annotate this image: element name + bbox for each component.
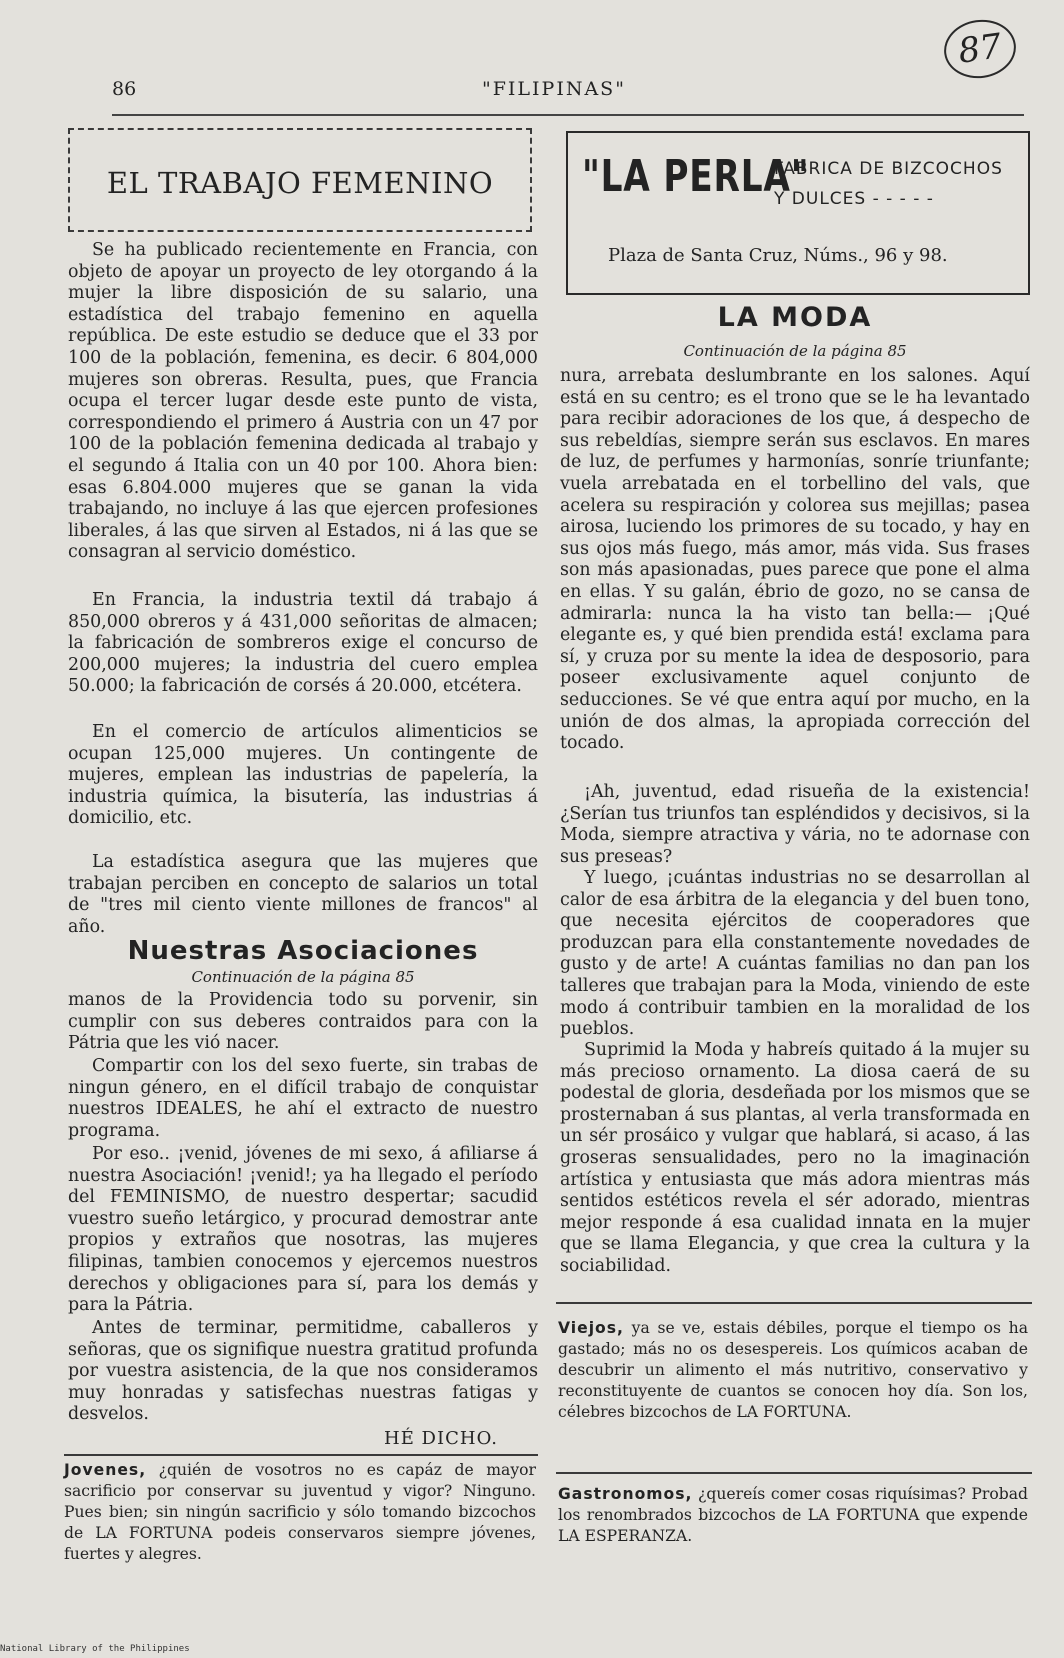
advert-viejos bbox=[558, 1318, 1028, 1423]
publication-title: "FILIPINAS" bbox=[482, 78, 626, 100]
source-footer: National Library of the Philippines bbox=[0, 1644, 190, 1654]
page-header bbox=[112, 78, 912, 110]
advert-text: ¿quién de vosotros no es capáz de mayor sacrificio por conservar su juventud y vigor? Ninguno. Pues bien; sin ningún sacrificio y sólo tomando bizcochos de LA FORTUNA podeis conservaros siempre jóvenes, fuertes y alegres. bbox=[64, 1461, 536, 1563]
brand-description: FABRICA DE BIZCOCHOS bbox=[774, 159, 1003, 179]
article-title-box bbox=[68, 128, 532, 232]
printed-page-number: 86 bbox=[112, 78, 137, 100]
advert-keyword: Jovenes, bbox=[64, 1461, 147, 1479]
advert-keyword: Gastronomos, bbox=[558, 1485, 693, 1503]
advert-text: ¿quereís comer cosas riquísimas? Probad los renombrados bizcochos de LA FORTUNA que expende LA ESPERANZA. bbox=[558, 1485, 1028, 1545]
brand-description-2: Y DULCES - - - - - bbox=[774, 189, 934, 209]
article-title: EL TRABAJO FEMENINO bbox=[106, 166, 494, 200]
brand-address: Plaza de Santa Cruz, Núms., 96 y 98. bbox=[608, 245, 948, 266]
signature: HÉ DICHO. bbox=[384, 1428, 498, 1449]
article-paragraph: En el comercio de artículos alimenticios se ocupan 125,000 mujeres. Un contingente de mujeres, emplean las industrias de papelería, la industria química, la bisutería, las industrias á domicilio, etc. bbox=[68, 722, 538, 829]
divider bbox=[64, 1454, 538, 1456]
divider bbox=[556, 1302, 1032, 1304]
advert-jovenes bbox=[64, 1460, 536, 1565]
article-paragraph: Y luego, ¡cuántas industrias no se desarrollan al calor de esa árbitra de la elegancia y del buen tono, que necesita ejércitos de cooperadores que produzcan para ella constantemente novedades de gusto y de arte! A cuántas familias no dan pan los talleres que trabajan para la Moda, viniendo de este modo á contribuir tambien en la moralidad de los pueblos. bbox=[560, 868, 1030, 1040]
la-perla-advert-box bbox=[566, 131, 1030, 295]
divider bbox=[556, 1472, 1032, 1474]
article-paragraph: La estadística asegura que las mujeres que trabajan perciben en concepto de salarios un total de "tres mil ciento viente millones de francos" al año. bbox=[68, 852, 538, 937]
handwritten-page-number: 87 bbox=[940, 15, 1019, 82]
article-paragraph: Compartir con los del sexo fuerte, sin trabas de ningun género, en el difícil trabajo de conquistar nuestros IDEALES, he ahí el extracto de nuestro programa. bbox=[68, 1056, 538, 1141]
article-paragraph: Antes de terminar, permitidme, caballeros y señoras, que os signifique nuestra gratitud profunda por vuestra asistencia, de la que nos consideramos muy honradas y satisfechas nuestras fatigas y desvelos. bbox=[68, 1318, 538, 1425]
brand-name: "LA PERLA" bbox=[582, 151, 810, 202]
article-paragraph: En Francia, la industria textil dá trabajo á 850,000 obreros y á 431,000 señoritas de almacen; la fabricación de sombreros exige el concurso de 200,000 mujeres; la industria del cuero emplea 50.000; la fabricación de corsés á 20.000, etcétera. bbox=[68, 590, 538, 697]
article-paragraph: nura, arrebata deslumbrante en los salones. Aquí está en su centro; es el trono que se le ha levantado para recibir adoraciones de los que, á despecho de sus rebeldías, siempre serán sus esclavos. En mares de luz, de perfumes y harmonías, sonríe triunfante; vuela arrebatada en el torbellino del vals, que acelera su respiración y colorea sus mejillas; pasea airosa, luciendo los primores de su tocado, y hay en sus ojos más fuego, más amor, más vida. Sus frases son más apasionadas, pues parece que pone el alma en ellas. Y su galán, ébrio de gozo, no se cansa de admirarla: nunca la ha visto tan bella:— ¡Qué elegante es, y qué bien prendida está! exclama para sí, y cruza por su mente la idea de desposorio, para poseer exclusivamente aquel conjunto de seducciones. Se vé que entra aquí por mucho, en la unión de dos almas, la apropiada corrección del tocado. bbox=[560, 366, 1030, 754]
advert-gastronomos bbox=[558, 1484, 1028, 1547]
article-paragraph: Se ha publicado recientemente en Francia, con objeto de apoyar un proyecto de ley otorgando á la mujer la libre disposición de su salario, una estadística del trabajo femenino en aquella república. De este estudio se deduce que el 33 por 100 de la población, femenina, es decir. 6 804,000 mujeres son obreras. Resulta, pues, que Francia ocupa el tercer lugar desde este punto de vista, correspondiendo el primero á Austria con un 47 por 100 de la población femenina dedicada al trabajo y el segundo á Italia con un 40 por 100. Ahora bien: esas 6.804.000 mujeres que se ganan la vida trabajando, no incluye á las que ejercen profesiones liberales, á las que sirven al Estados, ni á las que se consagran al servicio doméstico. bbox=[68, 240, 538, 563]
article-paragraph: ¡Ah, juventud, edad risueña de la existencia! ¿Serían tus triunfos tan espléndidos y decisivos, si la Moda, siempre atractiva y vária, no te adornase con sus preseas? bbox=[560, 782, 1030, 867]
header-rule bbox=[112, 114, 1024, 116]
article-paragraph: Por eso.. ¡venid, jóvenes de mi sexo, á afiliarse á nuestra Asociación! ¡venid!; ya ha llegado el período del FEMINISMO, de nuestro despertar; sacudid vuestro sueño letárgico, y procurad demostrar ante propios y extraños que nosotras, las mujeres filipinas, tambien conocemos y ejercemos nuestros derechos y obligaciones para sí, para los demás y para la Pátria. bbox=[68, 1144, 538, 1316]
article-paragraph: Suprimid la Moda y habreís quitado á la mujer su más precioso ornamento. La diosa caerá de su podestal de gloria, desdeñada por los mismos que se prosternaban á sus plantas, al verla transformada en un sér prosáico y vulgar que hablará, si acaso, á las groseras sensualidades, pero no la imaginación artística y entusiasta que más adora mientras más sentidos estéticos revela el sér adorado, mientras mejor responde á esa cualidad innata en la mujer que se llama Elegancia, y que crea la cultura y la sociabilidad. bbox=[560, 1040, 1030, 1276]
advert-keyword: Viejos, bbox=[558, 1319, 624, 1337]
advert-text: ya se ve, estais débiles, porque el tiempo os ha gastado; más no os desespereis. Los químicos acaban de descubrir un alimento el más nutritivo, conservativo y reconstituyente de cuantos se conocen hoy día. Son los, célebres bizcochos de LA FORTUNA. bbox=[558, 1319, 1028, 1421]
section-heading-moda: LA MODA bbox=[717, 302, 873, 333]
continuation-note: Continuación de la página 85 bbox=[683, 342, 907, 360]
section-heading-asociaciones: Nuestras Asociaciones bbox=[127, 936, 479, 966]
article-paragraph: manos de la Providencia todo su porvenir, sin cumplir con sus deberes contraidos para con la Pátria que les vió nacer. bbox=[68, 990, 538, 1054]
continuation-note: Continuación de la página 85 bbox=[191, 968, 415, 986]
